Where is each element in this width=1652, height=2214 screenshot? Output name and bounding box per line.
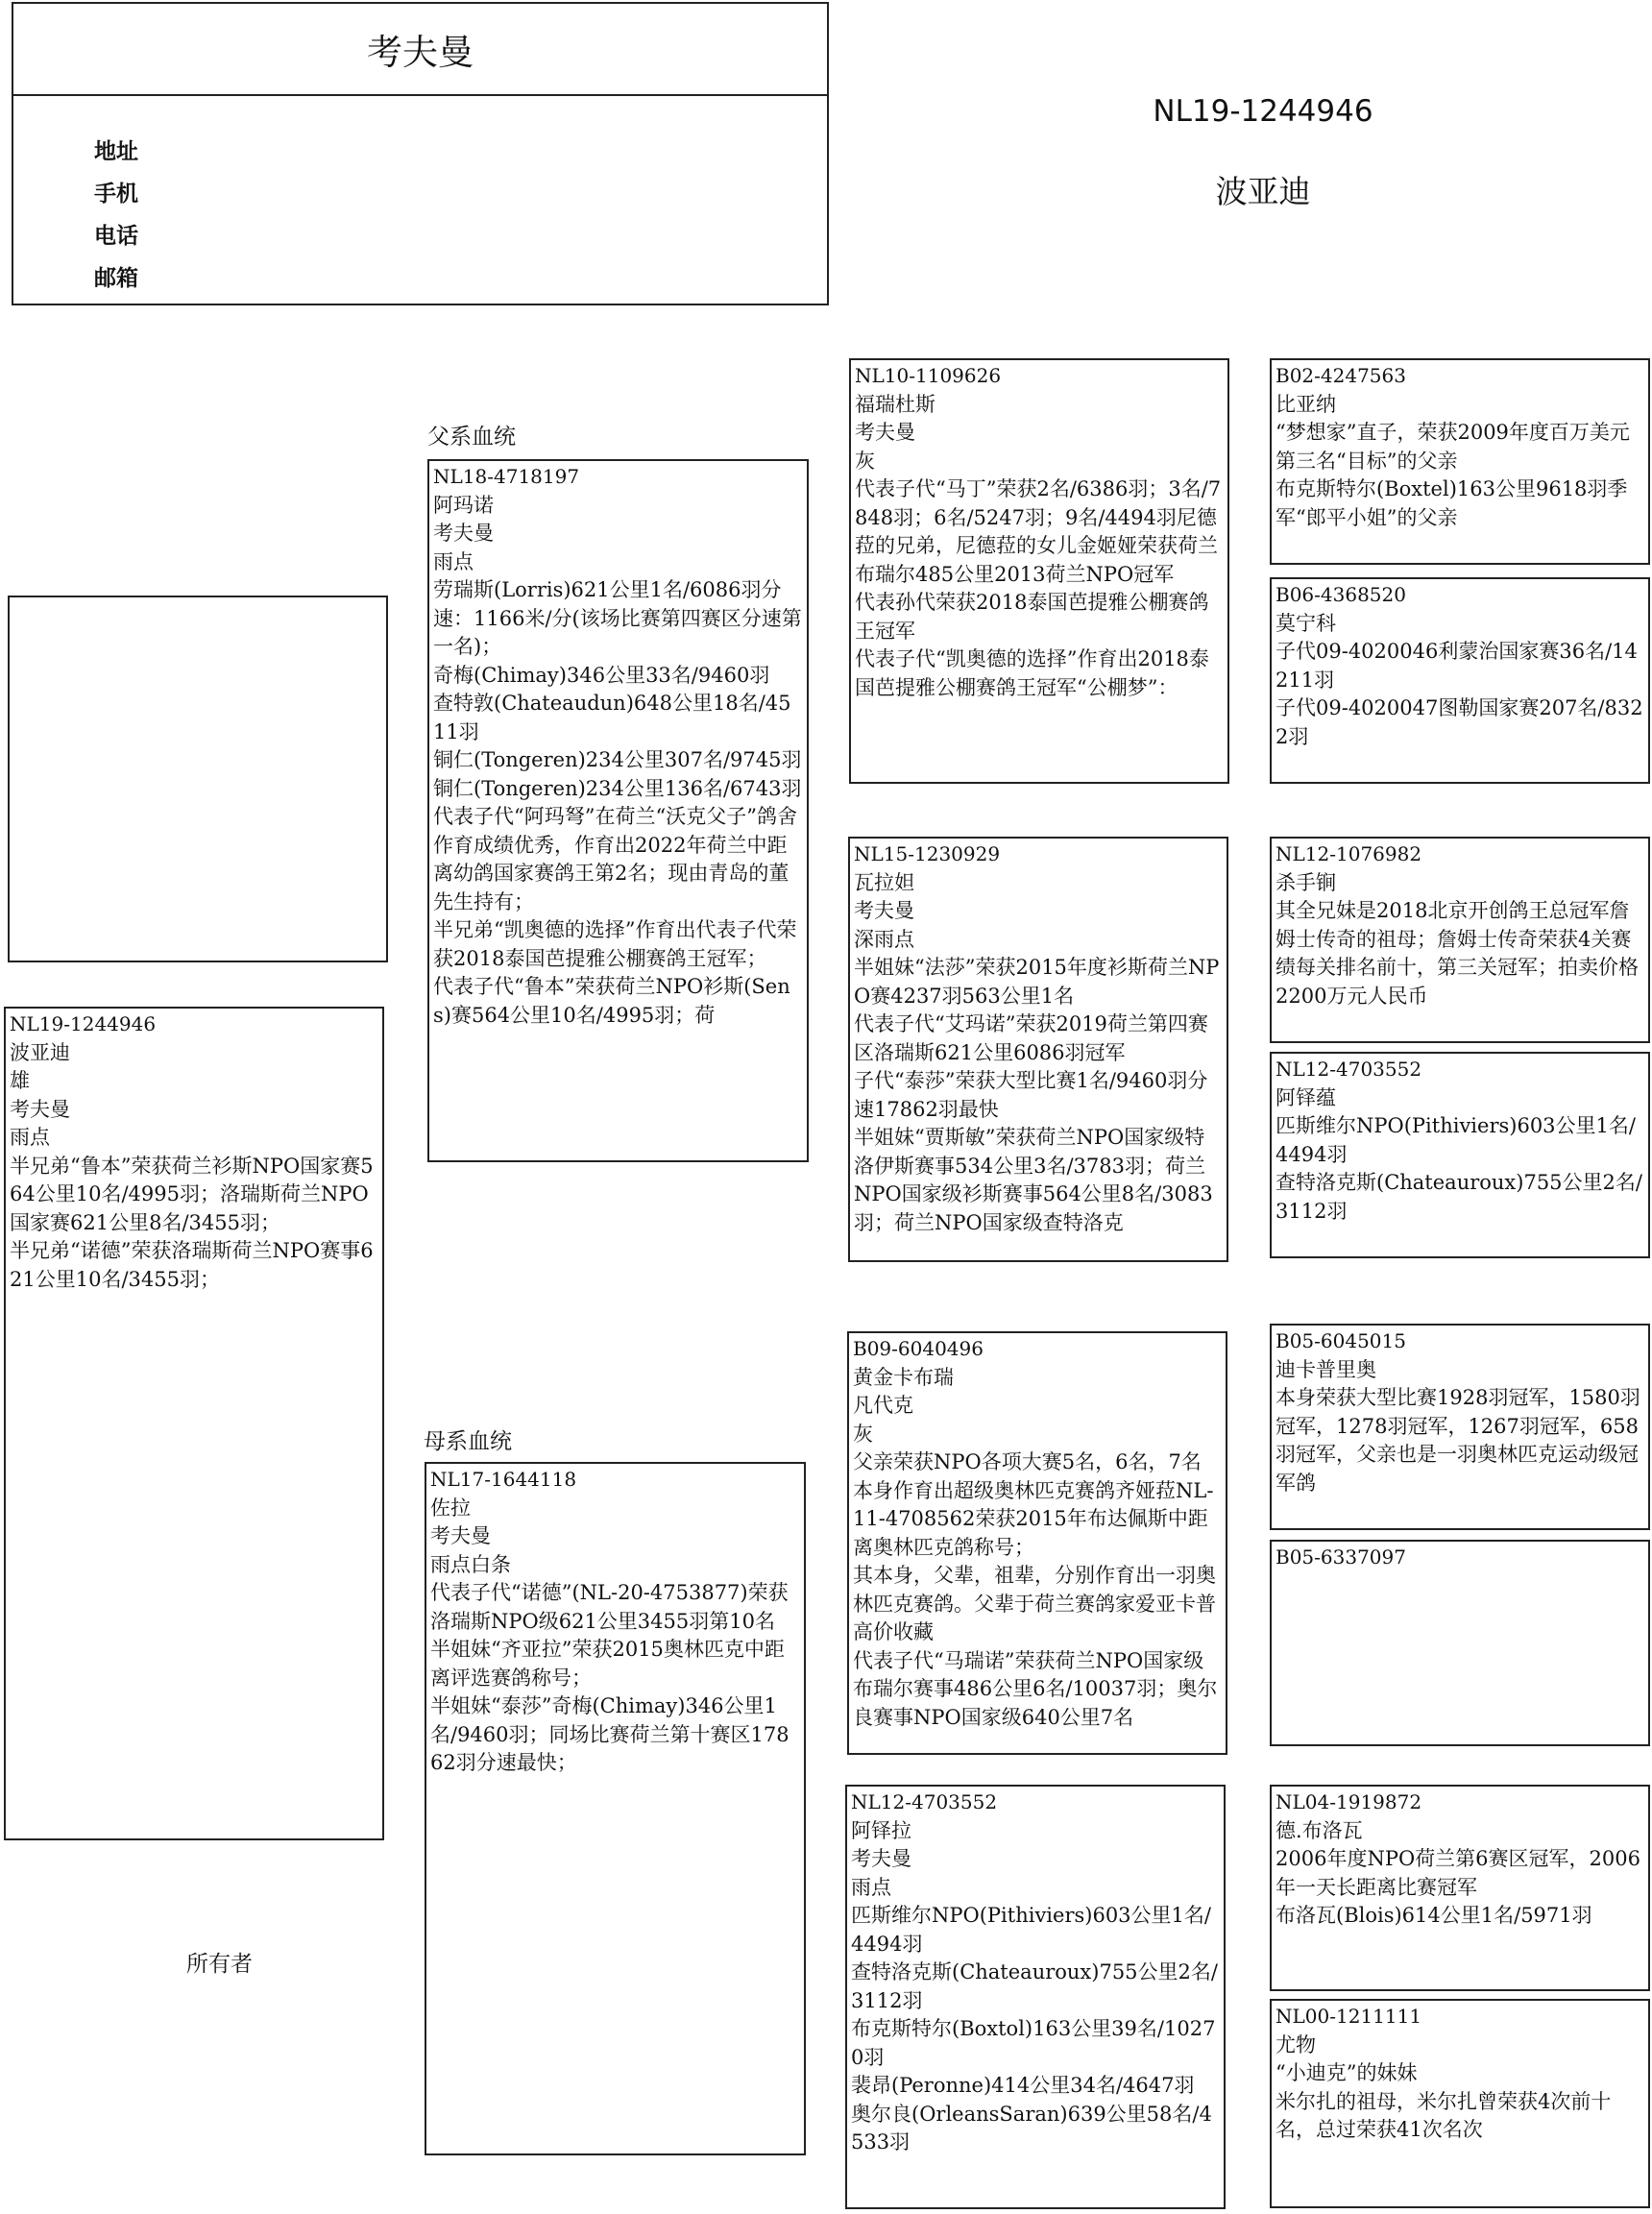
gg-note: 2006年度NPO荷兰第6赛区冠军，2006年一天长距离比赛冠军 [1275, 1847, 1640, 1899]
gg-ring: B02-4247563 [1275, 364, 1406, 387]
sire-sire-card [849, 358, 1229, 784]
gg-card-7 [1270, 1785, 1650, 1991]
gg-name: 德.布洛瓦 [1275, 1818, 1363, 1842]
bird-name: 波亚迪 [1215, 173, 1311, 210]
gg-note: 布洛瓦(Blois)614公里1名/5971羽 [1275, 1904, 1592, 1927]
owner-name-bar [13, 4, 827, 96]
gg-ring: B05-6045015 [1275, 1329, 1406, 1352]
gg-name: 比亚纳 [1275, 392, 1336, 416]
dam-sire-note: 父亲荣获NPO各项大赛5名，6名，7名 [853, 1450, 1202, 1473]
subject-sex: 雄 [10, 1069, 30, 1092]
gg-name: 迪卡普里奥 [1275, 1357, 1376, 1381]
dam-dam-card [845, 1785, 1226, 2209]
dam-note: 半姐妹“泰莎”奇梅(Chimay)346公里1名/9460羽；同场比赛荷兰第十赛区17862羽分速最快； [430, 1694, 790, 1774]
sire-sire-note: 代表孙代荣获2018泰国芭提雅公棚赛鸽王冠军 [855, 591, 1209, 643]
dam-sire-note: 其本身，父辈，祖辈，分别作育出一羽奥林匹克赛鸽。父辈于荷兰赛鸽家爱亚卡普高价收藏 [853, 1564, 1216, 1643]
sire-sire-note: 代表子代“凯奥德的选择”作育出2018泰国芭提雅公棚赛鸽王冠军“公棚梦”： [855, 647, 1209, 699]
gg-ring: NL12-1076982 [1275, 842, 1422, 865]
gg-ring: B06-4368520 [1275, 583, 1406, 606]
sire-note: 劳瑞斯(Lorris)621公里1名/6086羽分速：1166米/分(该场比赛第四赛区分速第一名)； [433, 578, 802, 658]
gg-name: 莫宁科 [1275, 611, 1336, 635]
bird-photo-frame [8, 596, 388, 962]
sire-sire-ring: NL10-1109626 [855, 364, 1002, 387]
gg-note: 查特洛克斯(Chateauroux)755公里2名/3112羽 [1275, 1171, 1642, 1223]
sire-note: 查特敦(Chateaudun)648公里18名/4511羽 [433, 692, 791, 743]
dam-dam-note: 布克斯特尔(Boxtol)163公里39名/10270羽 [851, 2017, 1216, 2069]
address-label: 地址 [94, 139, 138, 164]
dam-dam-color: 雨点 [851, 1875, 891, 1899]
gg-note: 布克斯特尔(Boxtel)163公里9618羽季军“郎平小姐”的父亲 [1275, 477, 1628, 529]
gg-card-2 [1270, 577, 1650, 784]
sire-dam-color: 深雨点 [854, 927, 914, 951]
gg-note: “梦想家”直子，荣获2009年度百万美元第三名“目标”的父亲 [1275, 421, 1630, 473]
mobile-label: 手机 [94, 182, 138, 207]
phone-label: 电话 [94, 224, 138, 249]
gg-note: 匹斯维尔NPO(Pithiviers)603公里1名/4494羽 [1275, 1114, 1636, 1166]
gg-note: 其全兄妹是2018北京开创鸽王总冠军詹姆士传奇的祖母；詹姆士传奇荣获4关赛绩每关排名前十，第三关冠军；拍卖价格2200万元人民币 [1275, 899, 1639, 1008]
gg-note: “小迪克”的妹妹 [1275, 2061, 1418, 2084]
sire-ring: NL18-4718197 [433, 465, 580, 488]
sire-dam-note: 子代“泰莎”荣获大型比赛1名/9460羽分速17862羽最快 [854, 1069, 1208, 1121]
sire-name: 阿玛诺 [433, 493, 494, 517]
subject-name: 波亚迪 [10, 1040, 70, 1064]
dam-sire-ring: B09-6040496 [853, 1337, 984, 1360]
dam-name: 佐拉 [430, 1496, 471, 1520]
owner-header-box [12, 2, 829, 305]
dam-breeder: 考夫曼 [430, 1524, 491, 1547]
gg-card-1 [1270, 358, 1650, 565]
dam-note: 半姐妹“齐亚拉”荣获2015奥林匹克中距离评选赛鸽称号； [430, 1638, 785, 1690]
subject-note: 半兄弟“诺德”荣获洛瑞斯荷兰NPO赛事621公里10名/3455羽； [10, 1239, 374, 1291]
sire-note: 奇梅(Chimay)346公里33名/9460羽 [433, 663, 770, 687]
contact-labels [94, 131, 138, 300]
sire-sire-color: 灰 [855, 449, 875, 473]
dam-card [425, 1462, 806, 2155]
sire-dam-card [848, 837, 1228, 1262]
sire-sire-breeder: 考夫曼 [855, 421, 915, 444]
dam-note: 代表子代“诺德”(NL-20-4753877)荣获洛瑞斯NPO级621公里3455羽第10名 [430, 1581, 789, 1633]
gg-ring: NL00-1211111 [1275, 2005, 1422, 2028]
owner-name: 考夫曼 [367, 32, 474, 73]
sire-note: 铜仁(Tongeren)234公里136名/6743羽 [433, 776, 802, 800]
sire-dam-note: 半姐妹“贾斯敏”荣获荷兰NPO国家级特洛伊斯赛事534公里3名/3783羽；荷兰NPO国家级衫斯赛事564公里8名/3083羽；荷兰NPO国家级查特洛克 [854, 1126, 1213, 1234]
sire-dam-ring: NL15-1230929 [854, 842, 1001, 865]
gg-note: 子代09-4020047图勒国家赛207名/8322羽 [1275, 696, 1643, 748]
dam-dam-ring: NL12-4703552 [851, 1790, 998, 1813]
sire-dam-name: 瓦拉妲 [854, 870, 914, 894]
gg-card-4 [1270, 1052, 1650, 1258]
sire-note: 半兄弟“凯奥德的选择”作育出代表子代荣获2018泰国芭提雅公棚赛鸽王冠军； [433, 918, 797, 970]
subject-note: 半兄弟“鲁本”荣获荷兰衫斯NPO国家赛564公里10名/4995羽；洛瑞斯荷兰NPO国家赛621公里8名/3455羽； [10, 1154, 374, 1234]
sire-dam-breeder: 考夫曼 [854, 899, 914, 922]
gg-ring: B05-6337097 [1275, 1545, 1406, 1569]
dam-sire-breeder: 凡代克 [853, 1394, 913, 1417]
dam-sire-note: 代表子代“马瑞诺”荣获荷兰NPO国家级布瑞尔赛事486公里6名/10037羽；奥尔良赛事NPO国家级640公里7名 [853, 1648, 1218, 1729]
sire-sire-note: 代表子代“马丁”荣获2名/6386羽；3名/7848羽；6名/5247羽；9名/4494羽尼德菈的兄弟，尼德菈的女儿金姬娅荣获荷兰布瑞尔485公里2013荷兰NPO冠军 [855, 477, 1222, 586]
dam-dam-note: 查特洛克斯(Chateauroux)755公里2名/3112羽 [851, 1960, 1218, 2012]
sire-card [427, 459, 809, 1162]
gg-ring: NL04-1919872 [1275, 1790, 1422, 1813]
sire-note: 铜仁(Tongeren)234公里307名/9745羽 [433, 748, 802, 771]
sire-note: 代表子代“阿玛弩”在荷兰“沃克父子”鸽舍作育成绩优秀，作育出2022年荷兰中距离幼鸽国家赛鸽王第2名；现由青岛的董先生持有； [433, 805, 797, 913]
dam-dam-name: 阿铎拉 [851, 1818, 911, 1842]
gg-name: 尤物 [1275, 2032, 1316, 2056]
subject-ring: NL19-1244946 [10, 1012, 157, 1035]
email-label: 邮箱 [94, 266, 138, 291]
dam-dam-note: 裴昂(Peronne)414公里34名/4647羽 [851, 2074, 1195, 2097]
ring-number: NL19-1244946 [1153, 94, 1373, 129]
subject-pigeon-card [4, 1007, 384, 1840]
sire-sire-name: 福瑞杜斯 [855, 392, 935, 416]
dam-dam-note: 奥尔良(OrleansSaran)639公里58名/4533羽 [851, 2102, 1212, 2153]
subject-breeder: 考夫曼 [10, 1097, 70, 1121]
gg-card-8 [1270, 1999, 1650, 2208]
gg-name: 阿铎蕴 [1275, 1085, 1336, 1109]
dam-ring: NL17-1644118 [430, 1468, 577, 1491]
dam-color: 雨点白条 [430, 1552, 511, 1576]
gg-note: 米尔扎的祖母，米尔扎曾荣获4次前十名，总过荣获41次名次 [1275, 2089, 1612, 2141]
sire-dam-note: 代表子代“艾玛诺”荣获2019荷兰第四赛区洛瑞斯621公里6086羽冠军 [854, 1012, 1208, 1064]
sire-breeder: 考夫曼 [433, 522, 494, 545]
gg-ring: NL12-4703552 [1275, 1058, 1422, 1081]
dam-sire-note: 本身作育出超级奥林匹克赛鸽齐娅菈NL-11-4708562荣获2015年布达佩斯中距离奥林匹克鸽称号； [853, 1478, 1214, 1559]
dam-sire-color: 灰 [853, 1422, 873, 1446]
gg-note: 子代09-4020046利蒙治国家赛36名/14211羽 [1275, 640, 1638, 692]
dam-dam-breeder: 考夫曼 [851, 1847, 911, 1870]
gg-card-5 [1270, 1324, 1650, 1530]
sire-note: 代表子代“鲁本”荣获荷兰NPO衫斯(Sens)赛564公里10名/4995羽；荷 [433, 975, 790, 1027]
gg-card-3 [1270, 837, 1650, 1043]
gg-card-6 [1270, 1540, 1650, 1746]
gg-name: 杀手锏 [1275, 870, 1336, 894]
dam-sire-name: 黄金卡布瑞 [853, 1365, 954, 1389]
owner-label: 所有者 [186, 1952, 253, 1977]
subject-color: 雨点 [10, 1126, 50, 1149]
gg-note: 本身荣获大型比赛1928羽冠军，1580羽冠军，1278羽冠军，1267羽冠军，658羽冠军，父亲也是一羽奥林匹克运动级冠军鸽 [1275, 1386, 1640, 1495]
dam-line-label: 母系血统 [424, 1429, 512, 1454]
sire-color: 雨点 [433, 549, 474, 573]
sire-line-label: 父系血统 [427, 425, 516, 450]
dam-sire-card [847, 1331, 1227, 1755]
dam-dam-note: 匹斯维尔NPO(Pithiviers)603公里1名/4494羽 [851, 1904, 1211, 1956]
sire-dam-note: 半姐妹“法莎”荣获2015年度衫斯荷兰NPO赛4237羽563公里1名 [854, 956, 1220, 1008]
